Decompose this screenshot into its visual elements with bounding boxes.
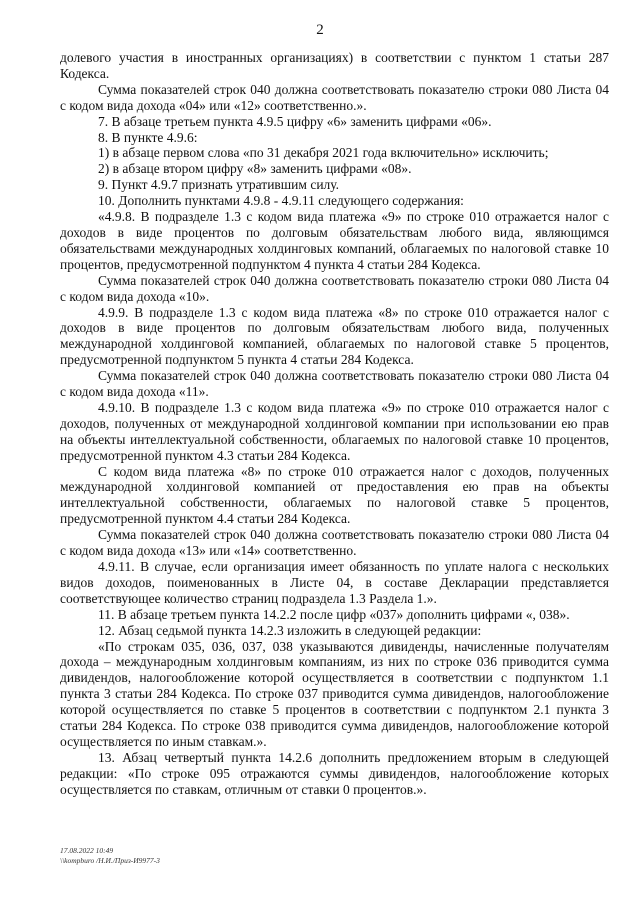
paragraph: 4.9.10. В подразделе 1.3 с кодом вида платежа «9» по строке 010 отражается налог с доходов, полученных от международной холдинговой компании при использовании ею прав на объекты интеллектуальной собственности, облагаемых по налоговой ставке 10 процентов, предусмотренной пунктом 4.3 статьи 284 Кодекса. bbox=[60, 399, 609, 463]
footer-timestamp: 17.08.2022 10:49 bbox=[60, 846, 114, 855]
paragraph: 10. Дополнить пунктами 4.9.8 - 4.9.11 следующего содержания: bbox=[98, 193, 464, 209]
paragraph: 12. Абзац седьмой пункта 14.2.3 изложить в следующей редакции: bbox=[98, 622, 482, 638]
footer-file-path: \\kompburo /Н.И./Приз-И9977-3 bbox=[60, 856, 160, 865]
document-body bbox=[60, 50, 609, 798]
paragraph: Сумма показателей строк 040 должна соответствовать показателю строки 080 Листа 04 с кодом вида дохода «13» или «14» соответственно. bbox=[60, 527, 609, 559]
paragraph: Сумма показателей строк 040 должна соответствовать показателю строки 080 Листа 04 с кодом вида дохода «11». bbox=[60, 368, 609, 400]
paragraph: 8. В пункте 4.9.6: bbox=[98, 129, 198, 145]
paragraph: 11. В абзаце третьем пункта 14.2.2 после цифр «037» дополнить цифрами «, 038». bbox=[98, 606, 570, 622]
paragraph: 7. В абзаце третьем пункта 4.9.5 цифру «6» заменить цифрами «06». bbox=[98, 113, 492, 129]
paragraph: Сумма показателей строк 040 должна соответствовать показателю строки 080 Листа 04 с кодом вида дохода «10». bbox=[60, 272, 609, 304]
paragraph: 4.9.9. В подразделе 1.3 с кодом вида платежа «8» по строке 010 отражается налог с доходов в виде процентов по долговым обязательствам любого вида, полученных международной холдинговой компанией, облагаемых по налоговой ставке 5 процентов, предусмотренной подпунктом 5 пункта 4 статьи 284 Кодекса. bbox=[60, 304, 609, 368]
paragraph: «По строкам 035, 036, 037, 038 указываются дивиденды, начисленные получателям дохода – международным холдинговым компаниям, из них по строке 036 приводится сумма дивидендов, налогообложение которой осуществляется в соответствии с подпунктом 1.1 пункта 3 статьи 284 Кодекса. По строке 037 приводится сумма дивидендов, налогообложение которой осуществляется по ставке 5 процентов в соответствии с подпунктом 2.1 пункта 3 статьи 284 Кодекса. По строке 038 приводится сумма дивидендов, налогообложение которой осуществляется по иным ставкам.». bbox=[60, 638, 609, 749]
paragraph: 9. Пункт 4.9.7 признать утратившим силу. bbox=[98, 177, 340, 193]
paragraph: 13. Абзац четвертый пункта 14.2.6 дополнить предложением вторым в следующей редакции: «По строке 095 отражаются суммы дивидендов, налогообложение которых осуществляется по ставкам, отличным от ставки 0 процентов.». bbox=[60, 749, 609, 797]
paragraph: Сумма показателей строк 040 должна соответствовать показателю строки 080 Листа 04 с кодом вида дохода «04» или «12» соответственно.». bbox=[60, 81, 609, 113]
paragraph: 4.9.11. В случае, если организация имеет обязанность по уплате налога с нескольких видов доходов, поименованных в Листе 04, в составе Декларации представляется соответствующее количество страниц подраздела 1.3 Раздела 1.». bbox=[60, 559, 609, 606]
paragraph: С кодом вида платежа «8» по строке 010 отражается налог с доходов, полученных международной холдинговой компанией от предоставления ею прав на объекты интеллектуальной собственности, облагаемых по налоговой ставке 5 процентов, предусмотренной пунктом 4.4 статьи 284 Кодекса. bbox=[60, 463, 609, 527]
document-footer bbox=[60, 846, 160, 866]
paragraph: 1) в абзаце первом слова «по 31 декабря 2021 года включительно» исключить; bbox=[98, 145, 549, 161]
paragraph: «4.9.8. В подразделе 1.3 с кодом вида платежа «9» по строке 010 отражается налог с доходов в виде процентов по долговым обязательствам любого вида, являющимся обязательствами международных холдинговых компаний, облагаемых по налоговой ставке 10 процентов, предусмотренной подпунктом 4 пункта 4 статьи 284 Кодекса. bbox=[60, 209, 609, 272]
page-number: 2 bbox=[316, 22, 324, 38]
paragraph: 2) в абзаце втором цифру «8» заменить цифрами «08». bbox=[98, 161, 412, 177]
paragraph: долевого участия в иностранных организациях) в соответствии с пунктом 1 статьи 287 Кодекса. bbox=[60, 50, 609, 81]
